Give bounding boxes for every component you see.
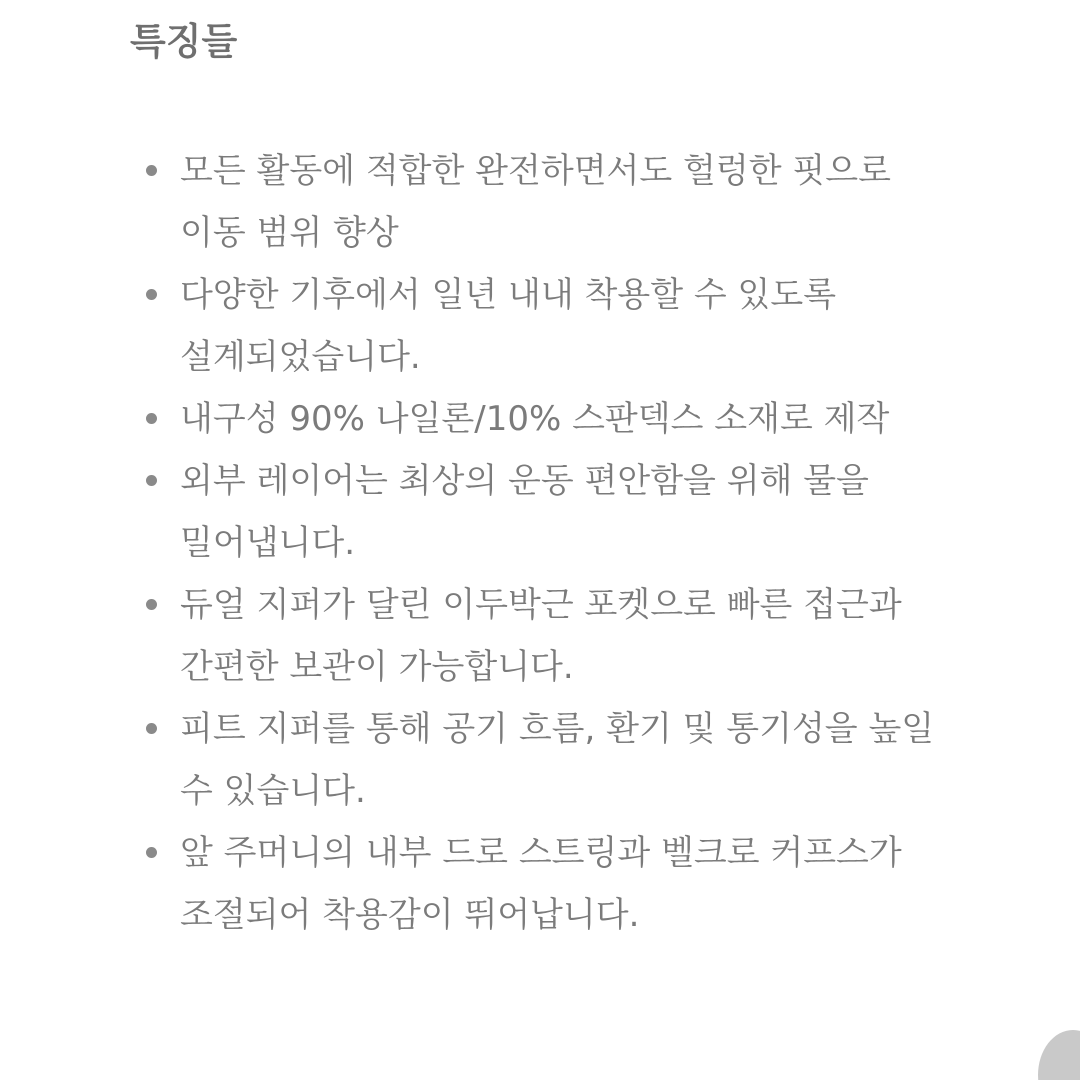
list-item: [146, 140, 936, 264]
bullet-icon: [146, 475, 157, 486]
list-item: [146, 822, 936, 946]
bullet-icon: [146, 413, 157, 424]
list-item: [146, 388, 936, 450]
feature-text: 다양한 기후에서 일년 내내 착용할 수 있도록 설계되었습니다.: [180, 275, 837, 377]
feature-text: 내구성 90% 나일론/10% 스판덱스 소재로 제작: [180, 399, 890, 439]
section-heading: 특징들: [130, 20, 238, 63]
bullet-icon: [146, 289, 157, 300]
bullet-icon: [146, 723, 157, 734]
feature-text: 피트 지퍼를 통해 공기 흐름, 환기 및 통기성을 높일 수 있습니다.: [180, 709, 935, 811]
feature-text: 모든 활동에 적합한 완전하면서도 헐렁한 핏으로 이동 범위 향상: [180, 151, 891, 253]
feature-text: 외부 레이어는 최상의 운동 편안함을 위해 물을 밀어냅니다.: [180, 461, 869, 563]
feature-text: 듀얼 지퍼가 달린 이두박근 포켓으로 빠른 접근과 간편한 보관이 가능합니다.: [180, 585, 902, 687]
list-item: [146, 574, 936, 698]
list-item: [146, 264, 936, 388]
bullet-icon: [146, 165, 157, 176]
feature-text: 앞 주머니의 내부 드로 스트링과 벨크로 커프스가 조절되어 착용감이 뛰어납니다.: [180, 833, 902, 935]
feature-list: [146, 140, 936, 946]
list-item: [146, 450, 936, 574]
bullet-icon: [146, 847, 157, 858]
bullet-icon: [146, 599, 157, 610]
list-item: [146, 698, 936, 822]
corner-scroll-indicator: [1038, 1030, 1080, 1080]
